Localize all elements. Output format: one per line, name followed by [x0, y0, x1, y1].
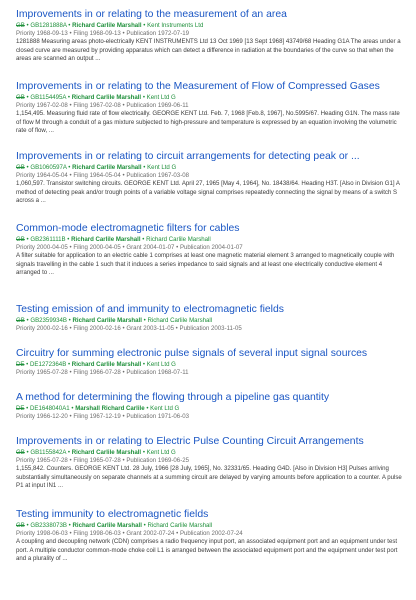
meta-separator: •	[24, 317, 31, 324]
result-date: Priority 1965-07-28	[16, 457, 68, 465]
result-date: Filing 2000-04-05	[73, 244, 121, 252]
date-separator: •	[67, 413, 74, 421]
country-code: GB	[16, 317, 25, 324]
meta-separator: •	[141, 361, 147, 368]
result-snippet: A coupling and decoupling network (CDN) comprises a radio frequency input port, an associated equipment port and an equipment under test port. A multiple conductor common-mode choke coil L1 is arranged between the associated equipment port and the equipment under test port and a plurality of ...	[16, 538, 398, 562]
date-separator: •	[67, 530, 74, 538]
result-date: Publication 1969-06-11	[126, 102, 189, 110]
result-item	[0, 435, 416, 490]
inventor-name: Richard Carlile Marshall	[71, 361, 142, 368]
meta-separator: •	[24, 522, 31, 529]
result-date: Publication 1967-03-08	[126, 172, 190, 180]
result-date: Priority 1998-06-03	[16, 530, 68, 538]
result-date: Priority 2000-04-05	[16, 244, 68, 252]
inventor-name: Marshall Richard Carlile	[75, 405, 145, 412]
assignee-name: Richard Carlile Marshall	[147, 317, 213, 324]
meta-separator: •	[144, 405, 151, 412]
meta-separator: •	[66, 164, 73, 171]
result-dates-line	[16, 325, 406, 333]
date-separator: •	[67, 325, 74, 333]
result-item	[0, 80, 416, 135]
result-date: Priority 1965-07-28	[16, 369, 68, 377]
result-meta-line	[16, 522, 406, 530]
result-snippet: 1,155,842. Counters. GEORGE KENT Ltd. 28 July, 1966 [28 July, 1965], No. 32331/65. Heading G4D. [Also in Division H3] Pulses arriving substantially simultaneously on separate channels at a summing circuit are delayed by varying amounts before application to a counter. A pulse P1 at input IN1 ...	[16, 465, 402, 489]
inventor-name: Richard Carlile Marshall	[71, 236, 141, 243]
result-dates-line	[16, 30, 406, 38]
inventor-name: Richard Carlile Marshall	[72, 522, 142, 529]
meta-separator: •	[69, 405, 76, 412]
result-dates-line	[16, 369, 406, 377]
date-separator: •	[120, 244, 127, 252]
result-item	[0, 391, 416, 421]
country-code: GB	[16, 449, 25, 456]
date-separator: •	[120, 457, 127, 465]
result-date: Filing 1968-09-13	[73, 30, 121, 38]
date-separator: •	[120, 325, 127, 333]
meta-separator: •	[24, 449, 31, 456]
result-dates-line	[16, 530, 406, 538]
result-date: Priority 1968-09-13	[16, 30, 68, 38]
result-title-link[interactable]: Improvements in or relating to circuit arrangements for detecting peak or ...	[16, 151, 360, 162]
result-date: Filing 1998-06-03	[73, 530, 121, 538]
date-separator: •	[120, 369, 127, 377]
result-date: Priority 2000-02-16	[16, 325, 68, 333]
assignee-name: Kent Instruments Ltd	[147, 22, 204, 29]
country-code: GB	[16, 22, 25, 29]
meta-separator: •	[66, 317, 73, 324]
result-dates-line	[16, 102, 406, 110]
result-item	[0, 150, 416, 205]
date-separator: •	[120, 102, 127, 110]
result-item	[0, 8, 416, 63]
result-date: Priority 1966-12-20	[16, 413, 68, 421]
date-separator: •	[174, 244, 180, 252]
result-date: Publication 2004-01-07	[179, 244, 243, 252]
date-separator: •	[173, 325, 180, 333]
result-date: Publication 2003-11-05	[179, 325, 242, 333]
result-date: Publication 2002-07-24	[179, 530, 243, 538]
result-date: Filing 1966-07-28	[73, 369, 121, 377]
result-date: Priority 1964-05-04	[16, 172, 68, 180]
date-separator: •	[67, 369, 74, 377]
meta-separator: •	[141, 449, 147, 456]
meta-separator: •	[141, 317, 148, 324]
meta-separator: •	[141, 94, 147, 101]
result-snippet: 1,060,597. Transistor switching circuits. GEORGE KENT Ltd. April 27, 1965 [May 4, 1964], No. 18438/64. Heading H3T. [Also in Division G1] A method of detecting peak and/or trough points of a variable voltage signal comprises repeatedly connecting the signal by means of a switch S across a ...	[16, 180, 400, 204]
inventor-name: Richard Carlile Marshall	[72, 22, 142, 29]
meta-separator: •	[66, 449, 72, 456]
result-snippet: 1281888 Measuring areas photo-electrically KENT INSTRUMENTS Ltd 13 Oct 1969 [13 Sept 1968] 43749/68 Heading G1A The areas under a closed curve are measured by providing apparatus which can detect a difference in radiation at the boundaries of the curve so that when the areas are scanned an output ...	[16, 38, 401, 62]
country-code: DE	[16, 405, 25, 412]
result-date: Publication 1972-07-19	[126, 30, 190, 38]
result-date: Grant 2003-11-05	[126, 325, 174, 333]
result-date: Filing 1964-05-04	[73, 172, 121, 180]
inventor-name: Richard Carlile Marshall	[72, 317, 142, 324]
publication-number: GB2338073B	[30, 522, 67, 529]
country-code: GB	[16, 164, 25, 171]
country-code: GB	[16, 522, 25, 529]
meta-separator: •	[24, 361, 30, 368]
meta-separator: •	[24, 236, 31, 243]
date-separator: •	[120, 30, 127, 38]
meta-separator: •	[24, 94, 31, 101]
result-snippet: A filter suitable for application to an electric cable 1 comprises at least one magnetic material element 3 arranged to magnetically couple with signals travelling in the cable 1 such that it induces a series impedance to said signals and at least one electrically conductive element 4 arranged to ...	[16, 252, 395, 276]
result-meta-line	[16, 164, 406, 172]
assignee-name: Richard Carlile Marshall	[147, 522, 213, 529]
result-date: Priority 1967-02-08	[16, 102, 68, 110]
inventor-name: Richard Carlile Marshall	[72, 164, 142, 171]
result-meta-line	[16, 317, 406, 325]
publication-number: GB1281888A	[30, 22, 67, 29]
result-item	[0, 303, 416, 333]
date-separator: •	[174, 530, 180, 538]
country-code: GB	[16, 94, 25, 101]
result-date: Filing 2000-02-16	[73, 325, 121, 333]
result-title-link[interactable]: A method for determining the flowing through a pipeline gas quantity	[16, 392, 330, 403]
country-code: DE	[16, 361, 25, 368]
meta-separator: •	[24, 405, 30, 412]
result-meta-line	[16, 236, 406, 244]
result-title-link[interactable]: Testing immunity to electromagnetic fields	[16, 509, 209, 520]
assignee-name: Kent Ltd G	[146, 361, 176, 368]
assignee-name: Richard Carlile Marshall	[146, 236, 211, 243]
result-meta-line	[16, 94, 406, 102]
publication-number: GB2361111B	[30, 236, 66, 243]
meta-separator: •	[24, 22, 31, 29]
publication-number: DE1648040A1	[30, 405, 70, 412]
meta-separator: •	[66, 94, 72, 101]
publication-number: GB1060597A	[30, 164, 67, 171]
date-separator: •	[67, 172, 74, 180]
inventor-name: Richard Carlile Marshall	[71, 449, 142, 456]
result-date: Filing 1967-02-08	[73, 102, 121, 110]
assignee-name: Kent Ltd G	[146, 94, 176, 101]
publication-number: GB1155842A	[30, 449, 67, 456]
meta-separator: •	[141, 164, 148, 171]
meta-separator: •	[24, 164, 31, 171]
assignee-name: Kent Ltd G	[150, 405, 180, 412]
meta-separator: •	[141, 522, 148, 529]
meta-separator: •	[65, 236, 72, 243]
date-separator: •	[120, 530, 127, 538]
publication-number: GB2359934B	[30, 317, 67, 324]
country-code: GB	[16, 236, 25, 243]
result-date: Publication 1968-07-11	[126, 369, 189, 377]
result-meta-line	[16, 22, 406, 30]
result-snippet: 1,154,495. Measuring fluid rate of flow electrically. GEORGE KENT Ltd. Feb. 7, 1968 [Feb.8, 1967], No.5995/67. Heading G1N. The mass rate of flow M through a conduit of a gas mixture subjected to high-pressure and temperature is expressed by an equation involving the volumetric rate of flow, ...	[16, 110, 400, 134]
result-title-link[interactable]: Common-mode electromagnetic filters for cables	[16, 223, 240, 234]
result-title-link[interactable]: Improvements in or relating to Electric Pulse Counting Circuit Arrangements	[16, 436, 364, 447]
result-item	[0, 222, 416, 277]
date-separator: •	[67, 102, 74, 110]
assignee-name: Kent Ltd G	[147, 164, 177, 171]
result-meta-line	[16, 449, 406, 457]
result-title-link[interactable]: Testing emission of and immunity to electromagnetic fields	[16, 304, 284, 315]
date-separator: •	[67, 30, 74, 38]
meta-separator: •	[140, 236, 147, 243]
result-meta-line	[16, 361, 406, 369]
result-item	[0, 347, 416, 377]
result-title-link[interactable]: Improvements in or relating to the measurement of an area	[16, 9, 287, 20]
result-dates-line	[16, 413, 406, 421]
result-date: Grant 2004-01-07	[126, 244, 175, 252]
assignee-name: Kent Ltd G	[146, 449, 176, 456]
date-separator: •	[67, 457, 74, 465]
result-meta-line	[16, 405, 406, 413]
result-dates-line	[16, 172, 406, 180]
result-item	[0, 508, 416, 563]
inventor-name: Richard Carlile Marshall	[71, 94, 142, 101]
meta-separator: •	[141, 22, 148, 29]
date-separator: •	[67, 244, 74, 252]
result-date: Filing 1967-12-19	[73, 413, 121, 421]
result-title-link[interactable]: Circuitry for summing electronic pulse signals of several input signal sources	[16, 348, 368, 359]
publication-number: GB1154495A	[30, 94, 67, 101]
result-title-link[interactable]: Improvements in or relating to the Measurement of Flow of Compressed Gases	[16, 81, 380, 92]
meta-separator: •	[66, 361, 72, 368]
meta-separator: •	[66, 522, 73, 529]
result-dates-line	[16, 244, 406, 252]
date-separator: •	[120, 172, 127, 180]
result-date: Grant 2002-07-24	[126, 530, 175, 538]
result-dates-line	[16, 457, 406, 465]
result-date: Publication 1969-06-25	[126, 457, 190, 465]
result-date: Publication 1971-06-03	[126, 413, 190, 421]
publication-number: DE1272364B	[30, 361, 67, 368]
date-separator: •	[120, 413, 127, 421]
result-date: Filing 1965-07-28	[73, 457, 121, 465]
meta-separator: •	[66, 22, 73, 29]
